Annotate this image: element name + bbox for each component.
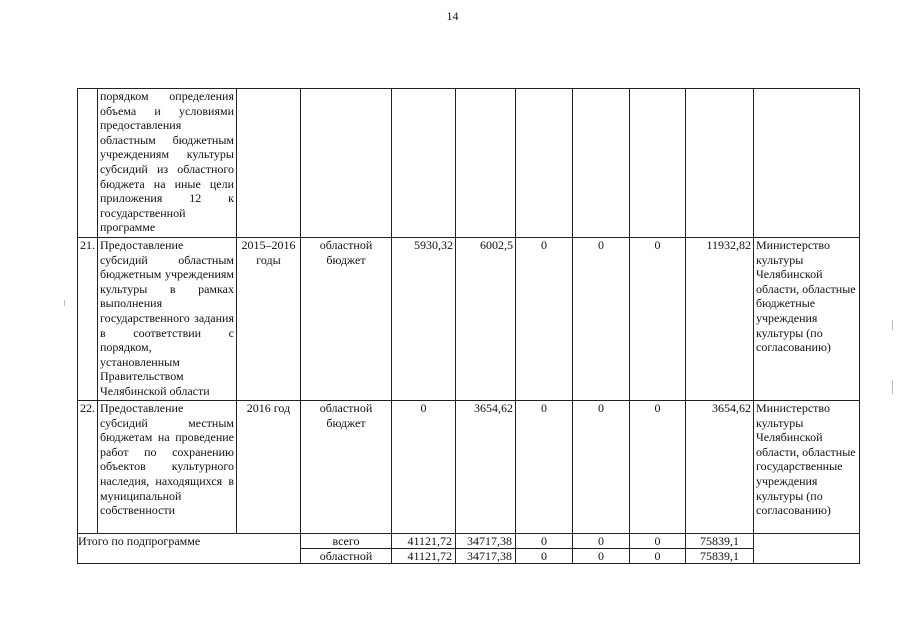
- funding-source-cell: областной: [301, 549, 392, 564]
- row-number: 22.: [78, 401, 98, 534]
- row-number: [78, 89, 98, 238]
- value-cell-5: 0: [630, 238, 686, 401]
- funding-source-cell: всего: [301, 534, 392, 549]
- executor-cell: Министерство культуры Челябинской области, областные государственные учреждения культуры (по согласованию): [754, 401, 860, 534]
- total-cell: 3654,62: [686, 401, 754, 534]
- table-row: [78, 401, 860, 534]
- scan-mark-right: [892, 320, 893, 330]
- row-number: 21.: [78, 238, 98, 401]
- total-cell: 75839,1: [686, 534, 754, 549]
- value-cell-3: 0: [516, 549, 573, 564]
- page-number: 14: [446, 9, 459, 23]
- period-cell: [237, 89, 301, 238]
- scan-mark-left: [64, 300, 65, 306]
- value-cell-2: 34717,38: [456, 549, 516, 564]
- value-cell-1: [392, 89, 456, 238]
- table-row: [78, 238, 860, 401]
- total-cell: 11932,82: [686, 238, 754, 401]
- total-row: [78, 534, 860, 549]
- value-cell-3: 0: [516, 534, 573, 549]
- total-cell: 75839,1: [686, 549, 754, 564]
- value-cell-4: 0: [573, 401, 630, 534]
- table-row: [78, 89, 860, 238]
- activity-description: Предоставление субсидий местным бюджетам на проведение работ по сохранению объектов культурного наследия, находящихся в муниципальной собственности: [98, 401, 237, 534]
- value-cell-1: 0: [392, 401, 456, 534]
- funding-source-cell: областной бюджет: [301, 238, 392, 401]
- value-cell-4: 0: [573, 549, 630, 564]
- total-label: Итого по подпрограмме: [78, 534, 301, 564]
- activity-description: Предоставление субсидий областным бюджетным учреждениям культуры в рамках выполнения государственного задания в соответствии с порядком, установленным Правительством Челябинской области: [98, 238, 237, 401]
- executor-cell: Министерство культуры Челябинской области, областные бюджетные учреждения культуры (по согласованию): [754, 238, 860, 401]
- executor-cell: [754, 89, 860, 238]
- value-cell-1: 41121,72: [392, 549, 456, 564]
- funding-source-cell: [301, 89, 392, 238]
- value-cell-5: 0: [630, 549, 686, 564]
- value-cell-4: 0: [573, 238, 630, 401]
- value-cell-3: 0: [516, 238, 573, 401]
- scan-mark-right: [892, 380, 893, 394]
- value-cell-1: 5930,32: [392, 238, 456, 401]
- value-cell-5: 0: [630, 534, 686, 549]
- value-cell-1: 41121,72: [392, 534, 456, 549]
- program-activities-table: [77, 88, 860, 564]
- value-cell-3: [516, 89, 573, 238]
- activity-description: порядком определения объема и условиями предоставления областным бюджетным учреждениям культуры субсидий из областного бюджета на иные цели приложения 12 к государственной программе: [98, 89, 237, 238]
- funding-source-cell: областной бюджет: [301, 401, 392, 534]
- value-cell-2: 3654,62: [456, 401, 516, 534]
- value-cell-2: 34717,38: [456, 534, 516, 549]
- value-cell-5: 0: [630, 401, 686, 534]
- executor-cell-empty: [754, 534, 860, 564]
- value-cell-4: [573, 89, 630, 238]
- total-cell: [686, 89, 754, 238]
- period-cell: 2016 год: [237, 401, 301, 534]
- value-cell-2: [456, 89, 516, 238]
- value-cell-3: 0: [516, 401, 573, 534]
- period-cell: 2015–2016 годы: [237, 238, 301, 401]
- value-cell-4: 0: [573, 534, 630, 549]
- value-cell-5: [630, 89, 686, 238]
- value-cell-2: 6002,5: [456, 238, 516, 401]
